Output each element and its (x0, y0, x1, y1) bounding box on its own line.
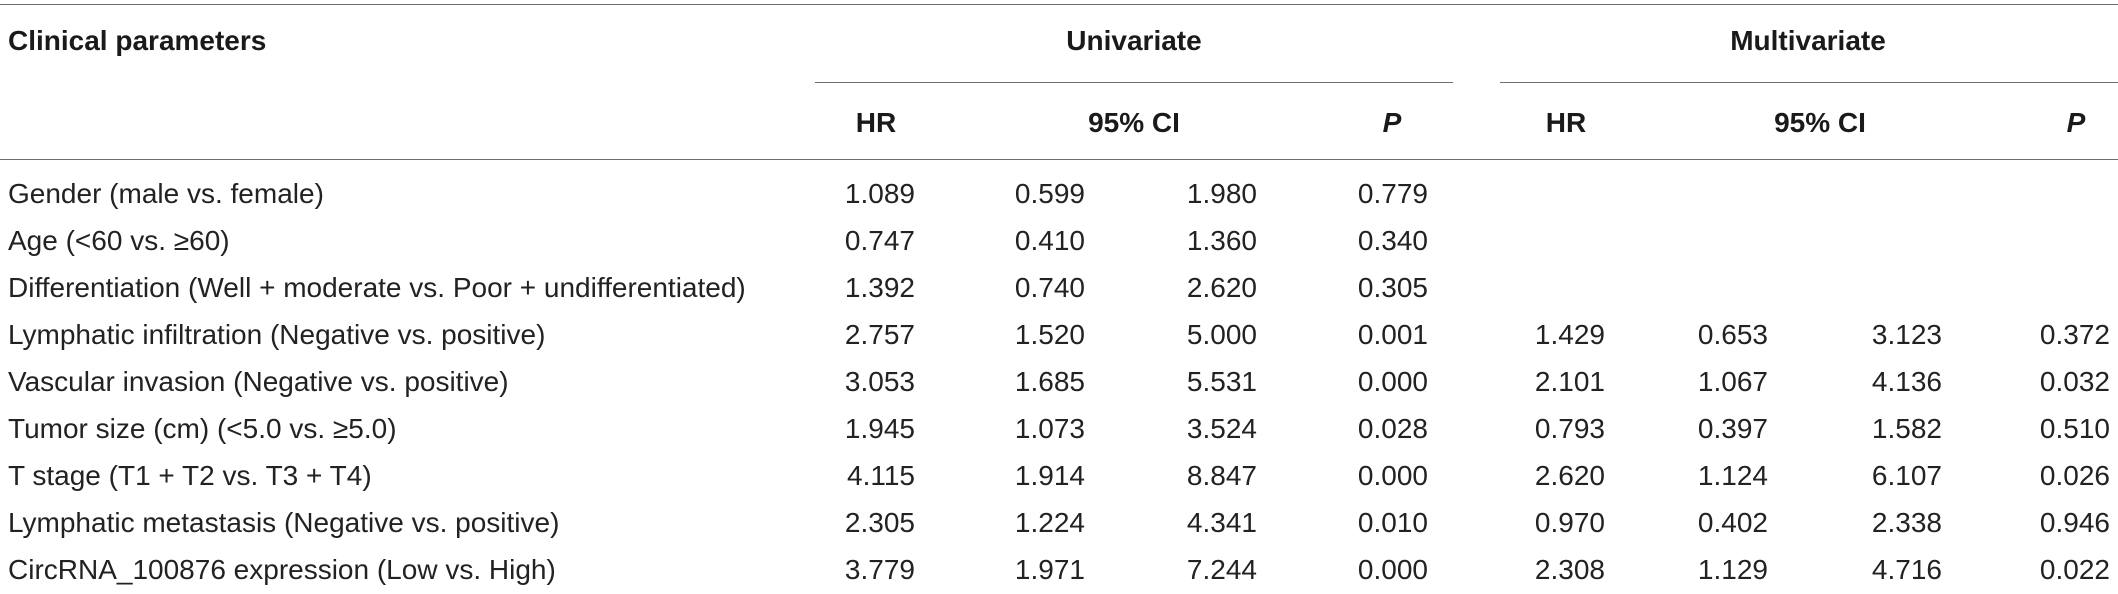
multivariate-ci-upper: 4.136 (1871, 366, 1942, 397)
multivariate-p-header: P (2066, 107, 2086, 138)
row-label: Lymphatic infiltration (Negative vs. positive) (8, 319, 546, 350)
univariate-p: 0.028 (1357, 413, 1428, 444)
multivariate-hr: 0.793 (1534, 413, 1605, 444)
univariate-ci-lower: 1.073 (1014, 413, 1085, 444)
multivariate-hr: 0.970 (1534, 507, 1605, 538)
clinical-parameters-header: Clinical parameters (8, 25, 267, 56)
univariate-ci-lower: 1.224 (1014, 507, 1085, 538)
multivariate-hr: 2.101 (1534, 366, 1605, 397)
row-label: Gender (male vs. female) (8, 178, 324, 209)
univariate-ci-lower: 1.685 (1014, 366, 1085, 397)
univariate-ci-upper: 7.244 (1186, 554, 1257, 585)
multivariate-ci-upper: 3.123 (1871, 319, 1942, 350)
multivariate-header: Multivariate (1730, 25, 1886, 56)
univariate-ci-lower: 1.914 (1014, 460, 1085, 491)
multivariate-ci-lower: 1.124 (1697, 460, 1768, 491)
multivariate-ci-lower: 0.402 (1697, 507, 1768, 538)
univariate-p: 0.305 (1357, 272, 1428, 303)
univariate-ci-lower: 1.520 (1014, 319, 1085, 350)
univariate-ci-lower: 0.599 (1014, 178, 1085, 209)
univariate-ci-lower: 1.971 (1014, 554, 1085, 585)
multivariate-ci-upper: 4.716 (1871, 554, 1942, 585)
univariate-hr: 2.757 (844, 319, 915, 350)
univariate-hr: 2.305 (844, 507, 915, 538)
row-label: Differentiation (Well + moderate vs. Poor + undifferentiated) (8, 272, 746, 303)
multivariate-group-rule (1500, 82, 2118, 83)
row-label: CircRNA_100876 expression (Low vs. High) (8, 554, 556, 585)
multivariate-ci-lower: 0.397 (1697, 413, 1768, 444)
multivariate-hr: 1.429 (1534, 319, 1605, 350)
univariate-hr: 3.053 (844, 366, 915, 397)
univariate-ci-upper: 3.524 (1186, 413, 1257, 444)
multivariate-p: 0.022 (2039, 554, 2110, 585)
univariate-hr: 1.945 (844, 413, 915, 444)
univariate-ci-upper: 8.847 (1186, 460, 1257, 491)
multivariate-p: 0.510 (2039, 413, 2110, 444)
row-label: Lymphatic metastasis (Negative vs. positive) (8, 507, 560, 538)
univariate-p: 0.001 (1357, 319, 1428, 350)
univariate-ci-header: 95% CI (1088, 107, 1180, 138)
univariate-hr: 1.089 (844, 178, 915, 209)
multivariate-ci-upper: 1.582 (1871, 413, 1942, 444)
multivariate-ci-upper: 6.107 (1871, 460, 1942, 491)
row-label: Vascular invasion (Negative vs. positive) (8, 366, 509, 397)
multivariate-hr: 2.620 (1534, 460, 1605, 491)
univariate-hr: 4.115 (847, 460, 915, 491)
univariate-ci-upper: 5.531 (1186, 366, 1257, 397)
row-label: T stage (T1 + T2 vs. T3 + T4) (8, 460, 372, 491)
univariate-ci-upper: 4.341 (1186, 507, 1257, 538)
univariate-hr: 1.392 (844, 272, 915, 303)
univariate-ci-upper: 1.980 (1186, 178, 1257, 209)
multivariate-ci-upper: 2.338 (1871, 507, 1942, 538)
multivariate-ci-lower: 1.129 (1697, 554, 1768, 585)
univariate-p: 0.340 (1357, 225, 1428, 256)
univariate-p: 0.010 (1357, 507, 1428, 538)
row-label: Age (<60 vs. ≥60) (8, 225, 230, 256)
univariate-ci-upper: 2.620 (1186, 272, 1257, 303)
univariate-ci-upper: 1.360 (1186, 225, 1257, 256)
multivariate-p: 0.026 (2039, 460, 2110, 491)
univariate-p: 0.000 (1357, 554, 1428, 585)
multivariate-p: 0.372 (2039, 319, 2110, 350)
top-rule (0, 4, 2118, 5)
univariate-header: Univariate (1066, 25, 1202, 56)
univariate-p-header: P (1382, 107, 1402, 138)
univariate-hr: 3.779 (844, 554, 915, 585)
univariate-group-rule (815, 82, 1453, 83)
univariate-hr-header: HR (855, 107, 897, 138)
row-label: Tumor size (cm) (<5.0 vs. ≥5.0) (8, 413, 397, 444)
univariate-p: 0.779 (1357, 178, 1428, 209)
header-bottom-rule (0, 159, 2118, 160)
multivariate-ci-header: 95% CI (1774, 107, 1866, 138)
multivariate-hr-header: HR (1545, 107, 1587, 138)
univariate-hr: 0.747 (844, 225, 915, 256)
univariate-p: 0.000 (1357, 366, 1428, 397)
multivariate-hr: 2.308 (1534, 554, 1605, 585)
multivariate-ci-lower: 0.653 (1697, 319, 1768, 350)
univariate-ci-lower: 0.740 (1014, 272, 1085, 303)
univariate-ci-lower: 0.410 (1014, 225, 1085, 256)
multivariate-p: 0.032 (2039, 366, 2110, 397)
multivariate-ci-lower: 1.067 (1697, 366, 1768, 397)
univariate-p: 0.000 (1357, 460, 1428, 491)
multivariate-p: 0.946 (2039, 507, 2110, 538)
univariate-ci-upper: 5.000 (1186, 319, 1257, 350)
